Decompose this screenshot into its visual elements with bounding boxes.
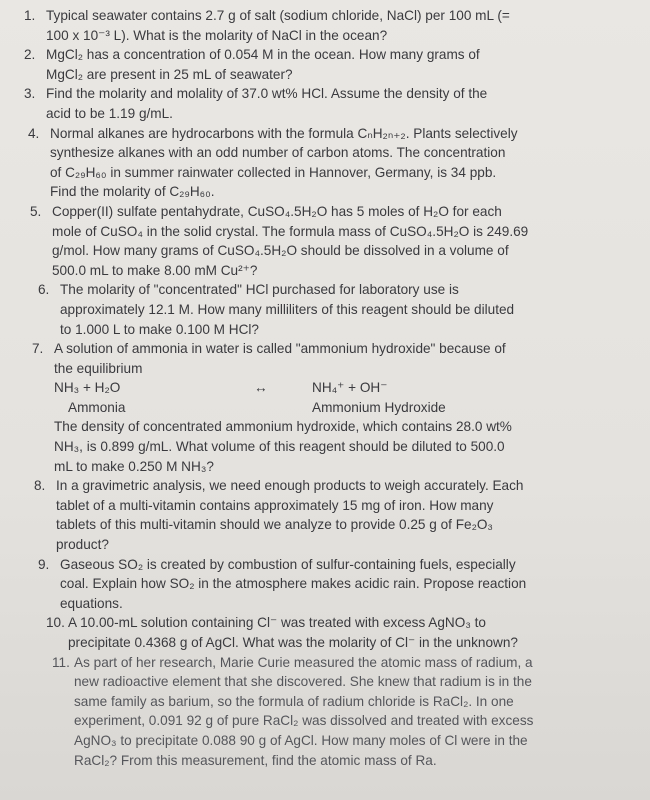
question-number: 2.: [24, 47, 36, 63]
question-10: [46, 613, 644, 652]
question-text-line: The molarity of "concentrated" HCl purchased for laboratory use is: [60, 282, 459, 298]
question-number: 1.: [24, 8, 36, 23]
question-text-line: A 10.00-mL solution containing Cl⁻ was treated with excess AgNO₃ to: [68, 615, 486, 631]
question-1: [24, 6, 642, 45]
question-text-line: The density of concentrated ammonium hydroxide, which contains 28.0 wt%: [54, 419, 512, 435]
question-text-line: equations.: [60, 595, 123, 611]
equilibrium-arrow-icon: ↔: [254, 380, 268, 396]
question-text-line: acid to be 1.19 g/mL.: [46, 105, 173, 121]
question-number: 7.: [32, 341, 44, 357]
question-text-line: Typical seawater contains 2.7 g of salt (sodium chloride, NaCl) per 100 mL (=: [46, 8, 510, 23]
question-text-line: to 1.000 L to make 0.100 M HCl?: [60, 321, 259, 337]
question-text-line: Find the molarity and molality of 37.0 wt% HCl. Assume the density of the: [46, 86, 488, 102]
question-text-line: approximately 12.1 M. How many milliliters of this reagent should be diluted: [60, 301, 515, 317]
question-text-line: of C₂₉H₆₀ in summer rainwater collected in Hannover, Germany, is 34 ppb.: [50, 164, 497, 180]
question-number: 6.: [38, 282, 50, 298]
question-text-line: A solution of ammonia in water is called "ammonium hydroxide" because of: [54, 341, 506, 357]
question-text-line: tablets of this multi-vitamin should we analyze to provide 0.25 g of Fe₂O₃: [56, 517, 493, 533]
question-text-line: precipitate 0.4368 g of AgCl. What was the molarity of Cl⁻ in the unknown?: [68, 635, 518, 650]
question-text-line: coal. Explain how SO₂ in the atmosphere makes acidic rain. Propose reaction: [60, 576, 527, 592]
question-number: 11.: [52, 654, 70, 670]
question-text-line: In a gravimetric analysis, we need enough products to weigh accurately. Each: [56, 478, 524, 494]
equation-reactants: NH₃ + H₂O: [54, 380, 121, 396]
question-text-line: Find the molarity of C₂₉H₆₀.: [50, 184, 215, 200]
question-text-line: synthesize alkanes with an odd number of carbon atoms. The concentration: [50, 145, 506, 161]
question-11: [52, 653, 644, 771]
question-number: 9.: [38, 556, 50, 572]
question-number: 10.: [46, 615, 65, 631]
question-text-line: Gaseous SO₂ is created by combustion of sulfur-containing fuels, especially: [60, 556, 516, 572]
question-text-line: Normal alkanes are hydrocarbons with the formula CₙH₂ₙ₊₂. Plants selectively: [50, 125, 518, 141]
question-number: 4.: [28, 125, 40, 141]
question-text-line: experiment, 0.091 92 g of pure RaCl₂ was dissolved and treated with excess: [74, 713, 534, 729]
question-text-line: MgCl₂ has a concentration of 0.054 M in the ocean. How many grams of: [46, 47, 480, 63]
reactant-label: Ammonia: [68, 399, 126, 415]
question-number: 8.: [34, 478, 46, 494]
question-4: [28, 124, 642, 202]
question-3: [24, 84, 642, 123]
question-9: [38, 555, 642, 614]
product-label: Ammonium Hydroxide: [312, 399, 446, 415]
question-text-line: the equilibrium: [54, 360, 143, 376]
question-text-line: same family as barium, so the formula of radium chloride is RaCl₂. In one: [74, 693, 514, 709]
question-text-line: tablet of a multi-vitamin contains approximately 15 mg of iron. How many: [56, 497, 494, 513]
question-text-line: g/mol. How many grams of CuSO₄.5H₂O should be dissolved in a volume of: [52, 243, 509, 259]
question-6: [38, 280, 640, 339]
question-text-line: product?: [56, 537, 109, 553]
question-text-line: AgNO₃ to precipitate 0.088 90 g of AgCl. How many moles of Cl were in the: [74, 732, 528, 748]
question-8: [34, 476, 642, 554]
question-text-line: new radioactive element that she discovered. She knew that radium is in the: [74, 674, 532, 690]
question-number: 3.: [24, 86, 36, 102]
equilibrium-equation: [54, 378, 632, 398]
question-text-line: NH₃, is 0.899 g/mL. What volume of this reagent should be diluted to 500.0: [54, 439, 505, 455]
question-number: 5.: [30, 203, 42, 219]
question-5: [30, 202, 644, 280]
question-text-line: 100 x 10⁻³ L). What is the molarity of NaCl in the ocean?: [46, 27, 388, 43]
question-text-line: mL to make 0.250 M NH₃?: [54, 458, 214, 474]
question-text-line: 500.0 mL to make 8.00 mM Cu²⁺?: [52, 262, 258, 278]
question-7: [32, 339, 640, 476]
question-text-line: As part of her research, Marie Curie measured the atomic mass of radium, a: [74, 654, 533, 670]
equation-products: NH₄⁺ + OH⁻: [312, 380, 388, 396]
question-text-line: MgCl₂ are present in 25 mL of seawater?: [46, 66, 293, 82]
equation-labels: [54, 398, 632, 418]
question-text-line: RaCl₂? From this measurement, find the atomic mass of Ra.: [74, 752, 437, 768]
question-text-line: mole of CuSO₄ in the solid crystal. The formula mass of CuSO₄.5H₂O is 249.69: [52, 223, 529, 239]
question-2: [24, 45, 642, 84]
spacer: [254, 398, 312, 418]
question-text-line: Copper(II) sulfate pentahydrate, CuSO₄.5H₂O has 5 moles of H₂O for each: [52, 203, 502, 219]
